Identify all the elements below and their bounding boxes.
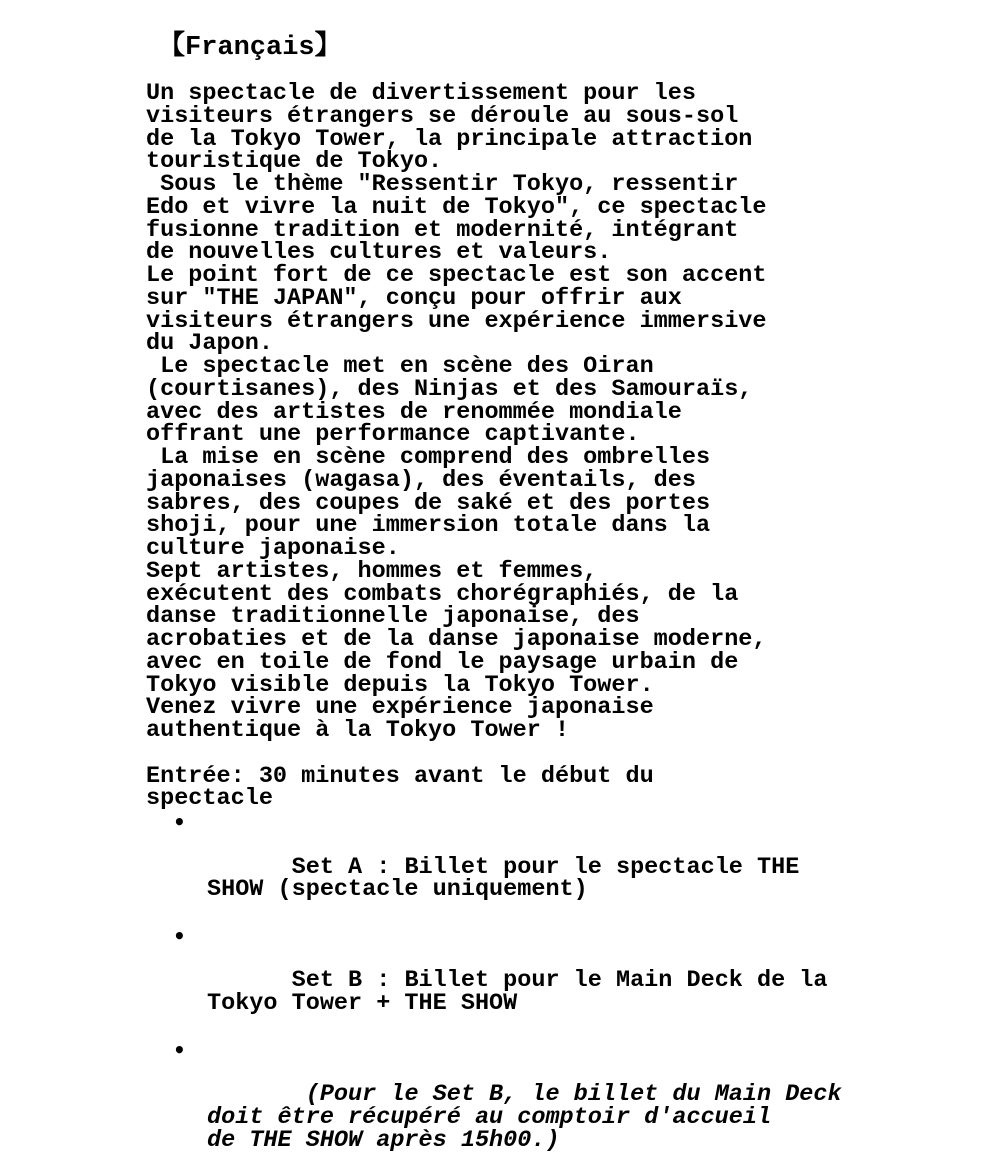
paragraph-theme: Sous le thème "Ressentir Tokyo, ressentir Edo et vivre la nuit de Tokyo", ce spectacle fusionne tradition et modernité, intégrant de nouvelles cultures et valeurs.: [146, 171, 767, 267]
bullet-icon: •: [173, 923, 186, 948]
list-item-set-b: [146, 925, 966, 1039]
paragraph-invitation: Venez vivre une expérience japonaise authentique à la Tokyo Tower !: [146, 694, 654, 744]
bullet-icon: •: [173, 810, 186, 834]
paragraph-staging: La mise en scène comprend des ombrelles japonaises (wagasa), des éventails, des sabres, des coupes de saké et des portes shoji, pour une immersion totale dans la culture japonaise.: [146, 444, 711, 562]
list-item-set-a: [146, 811, 966, 925]
paragraph-characters: Le spectacle met en scène des Oiran (courtisanes), des Ninjas et des Samouraïs, avec des artistes de renommée mondiale offrant une performance captivante.: [146, 353, 753, 449]
set-b-note-text: (Pour le Set B, le billet du Main Deck doit être récupéré au comptoir d'accueil de THE SHOW après 15h00.): [207, 1081, 842, 1154]
set-b-text: Set B : Billet pour le Main Deck de la Tokyo Tower + THE SHOW: [207, 967, 828, 1017]
paragraph-intro: Un spectacle de divertissement pour les visiteurs étrangers se déroule au sous-sol de la Tokyo Tower, la principale attraction touristique de Tokyo.: [146, 80, 753, 176]
document-page: [146, 30, 966, 1175]
bullet-icon: •: [173, 1037, 186, 1062]
language-heading: 【Français】: [158, 33, 342, 63]
paragraph-artists: Sept artistes, hommes et femmes, exécutent des combats chorégraphiés, de la danse traditionnelle japonaise, des acrobaties et de la danse japonaise moderne, avec en toile de fond le paysage urbain de Tokyo visible depuis la Tokyo Tower.: [146, 557, 767, 699]
paragraph-highlight: Le point fort de ce spectacle est son accent sur "THE JAPAN", conçu pour offrir aux visiteurs étrangers une expérience immersive du Japon.: [146, 262, 767, 358]
list-item-set-b-note: [146, 1039, 966, 1176]
entry-info: Entrée: 30 minutes avant le début du spectacle: [146, 762, 654, 813]
ticket-sets-list: [146, 811, 966, 1175]
set-a-text: Set A : Billet pour le spectacle THE SHOW (spectacle uniquement): [207, 853, 800, 904]
